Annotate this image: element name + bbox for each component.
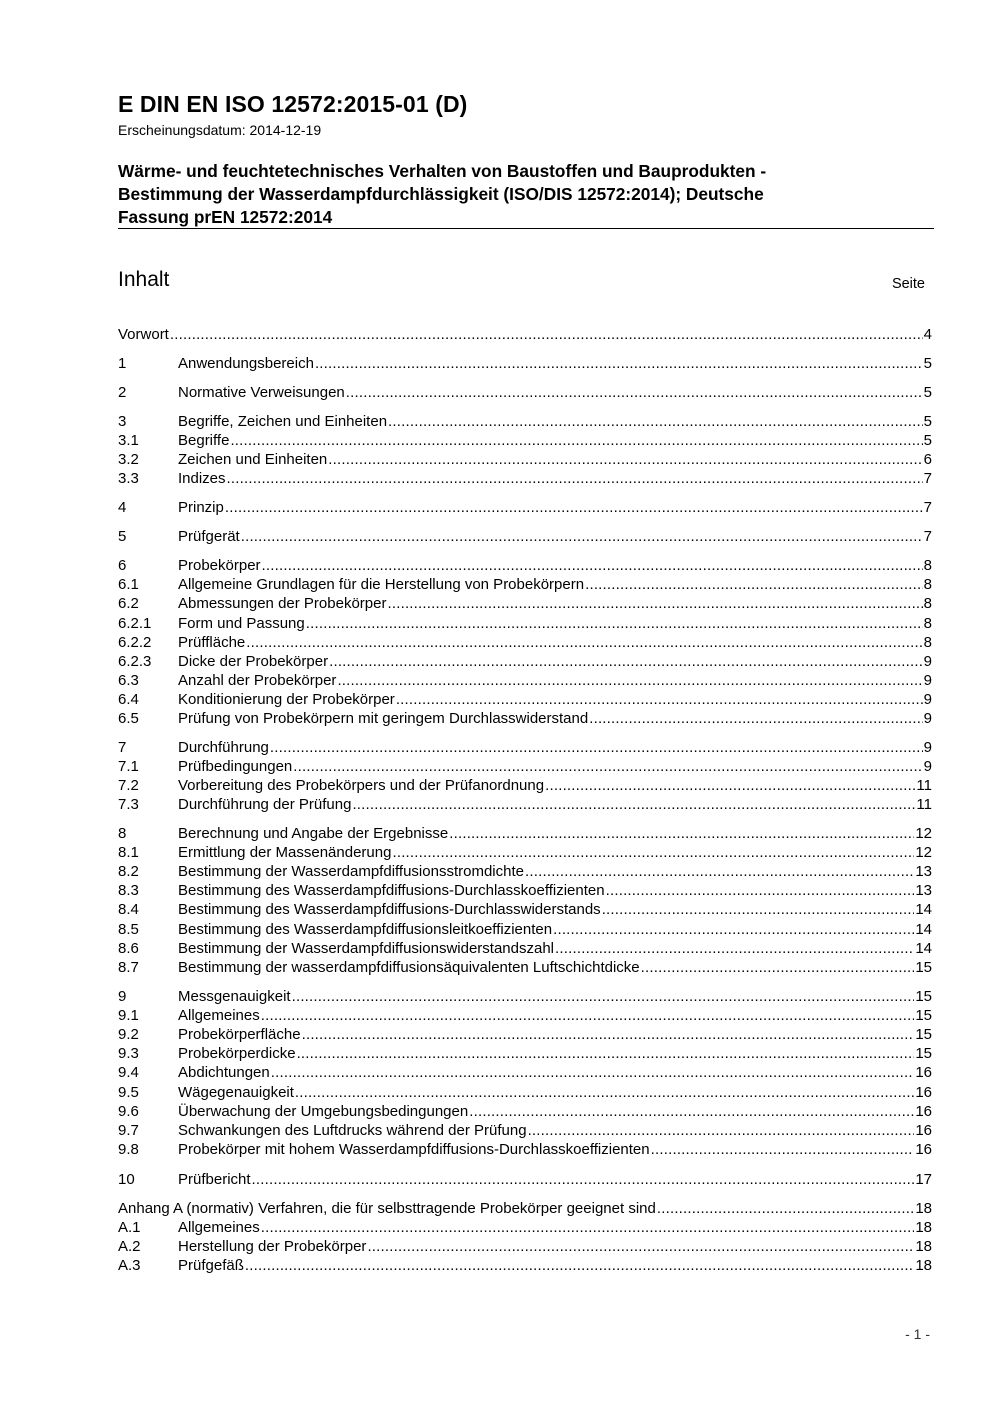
toc-entry-title: Normative Verweisungen bbox=[178, 384, 345, 401]
toc-entry-number: 1 bbox=[118, 355, 127, 372]
toc-entry-title: Probekörper mit hohem Wasserdampfdiffusions-Durchlasskoeffizienten bbox=[178, 1141, 650, 1158]
toc-entry-page: 5 bbox=[923, 432, 932, 449]
toc-entry-number: 6.2.3 bbox=[118, 653, 152, 670]
toc-entry-page: 4 bbox=[923, 326, 932, 343]
toc-entry-number: 9.3 bbox=[118, 1045, 139, 1062]
toc-dot-leader bbox=[306, 614, 923, 633]
toc-entry[interactable] bbox=[118, 1044, 932, 1063]
toc-entry-number: 9.4 bbox=[118, 1064, 139, 1081]
toc-entry-page: 7 bbox=[923, 499, 932, 516]
toc-entry-page: 12 bbox=[915, 844, 932, 861]
toc-entry-number: 9.8 bbox=[118, 1141, 139, 1158]
toc-entry-title: Berechnung und Angabe der Ergebnisse bbox=[178, 825, 449, 842]
toc-entry-number: 4 bbox=[118, 499, 127, 516]
toc-entry[interactable] bbox=[118, 1199, 932, 1218]
toc-entry-title: Prinzip bbox=[178, 499, 224, 516]
publication-date: Erscheinungsdatum: 2014-12-19 bbox=[118, 122, 322, 138]
toc-heading: Inhalt bbox=[118, 268, 170, 291]
toc-entry[interactable] bbox=[118, 325, 932, 344]
toc-entry[interactable] bbox=[118, 450, 932, 469]
toc-entry-number: 3 bbox=[118, 413, 127, 430]
toc-entry[interactable] bbox=[118, 575, 932, 594]
toc-entry-title: Messgenauigkeit bbox=[178, 988, 291, 1005]
toc-entry[interactable] bbox=[118, 709, 932, 728]
toc-entry-title: Prüffläche bbox=[178, 634, 246, 651]
toc-entry-title: Schwankungen des Luftdrucks während der Prüfung bbox=[178, 1122, 527, 1139]
toc-entry-title: Dicke der Probekörper bbox=[178, 653, 329, 670]
toc-entry[interactable] bbox=[118, 1121, 932, 1140]
toc-entry-page: 7 bbox=[923, 470, 932, 487]
toc-dot-leader bbox=[292, 987, 915, 1006]
toc-entry[interactable] bbox=[118, 383, 932, 402]
toc-entry-number: A.3 bbox=[118, 1257, 141, 1274]
toc-entry[interactable] bbox=[118, 498, 932, 517]
toc-entry-number: 5 bbox=[118, 528, 127, 545]
toc-entry-page: 8 bbox=[923, 615, 932, 632]
toc-dot-leader bbox=[271, 1063, 915, 1082]
toc-entry[interactable] bbox=[118, 1083, 932, 1102]
document-title bbox=[118, 160, 918, 229]
toc-entry-page: 15 bbox=[915, 988, 932, 1005]
toc-entry[interactable] bbox=[118, 757, 932, 776]
page-number: - 1 - bbox=[905, 1326, 930, 1342]
toc-entry-title: Zeichen und Einheiten bbox=[178, 451, 328, 468]
toc-entry-page: 17 bbox=[915, 1171, 932, 1188]
toc-entry-title: Prüfbericht bbox=[178, 1171, 251, 1188]
toc-entry[interactable] bbox=[118, 987, 932, 1006]
toc-entry-page: 13 bbox=[915, 882, 932, 899]
toc-entry-title: Begriffe bbox=[178, 432, 230, 449]
toc-dot-leader bbox=[525, 862, 914, 881]
toc-entry-page: 15 bbox=[915, 1007, 932, 1024]
toc-entry-number: 6.2.2 bbox=[118, 634, 152, 651]
toc-entry-title: Bestimmung der Wasserdampfdiffusionsstromdichte bbox=[178, 863, 524, 880]
toc-entry-page: 14 bbox=[915, 940, 932, 957]
toc-entry-number: 7.1 bbox=[118, 758, 139, 775]
toc-dot-leader bbox=[346, 383, 923, 402]
toc-entry-title: Allgemeines bbox=[178, 1219, 260, 1236]
toc-entry[interactable] bbox=[118, 738, 932, 757]
toc-dot-leader bbox=[469, 1102, 914, 1121]
toc-entry-page: 7 bbox=[923, 528, 932, 545]
toc-entry-number: 8.3 bbox=[118, 882, 139, 899]
toc-entry-title: Abmessungen der Probekörper bbox=[178, 595, 387, 612]
toc-entry[interactable] bbox=[118, 556, 932, 575]
toc-entry[interactable] bbox=[118, 614, 932, 633]
toc-entry-number: 7.2 bbox=[118, 777, 139, 794]
toc-entry-title: Vorwort bbox=[118, 326, 169, 343]
title-line: Wärme- und feuchtetechnisches Verhalten von Baustoffen und Bauprodukten - bbox=[118, 161, 767, 181]
toc-dot-leader bbox=[651, 1140, 915, 1159]
toc-dot-leader bbox=[602, 900, 915, 919]
toc-entry-title: Form und Passung bbox=[178, 615, 305, 632]
toc-entry[interactable] bbox=[118, 469, 932, 488]
toc-entry-page: 14 bbox=[915, 921, 932, 938]
toc-dot-leader bbox=[227, 469, 923, 488]
toc-entry-page: 18 bbox=[915, 1238, 932, 1255]
toc-entry-page: 8 bbox=[923, 595, 932, 612]
toc-dot-leader bbox=[657, 1199, 914, 1218]
page-column-label: Seite bbox=[891, 276, 925, 292]
toc-entry[interactable] bbox=[118, 1063, 932, 1082]
toc-dot-leader bbox=[170, 325, 923, 344]
toc-entry-title: Prüfgefäß bbox=[178, 1257, 244, 1274]
toc-entry-title: Wägegenauigkeit bbox=[178, 1084, 294, 1101]
toc-entry-number: 8.1 bbox=[118, 844, 139, 861]
toc-entry-page: 15 bbox=[915, 1026, 932, 1043]
toc-entry-page: 6 bbox=[923, 451, 932, 468]
document-id: E DIN EN ISO 12572:2015-01 (D) bbox=[118, 91, 468, 117]
toc-entry[interactable] bbox=[118, 1256, 932, 1275]
toc-entry-number: 9.7 bbox=[118, 1122, 139, 1139]
toc-entry-number: 7.3 bbox=[118, 796, 139, 813]
toc-entry[interactable] bbox=[118, 1140, 932, 1159]
toc-entry-number: 9 bbox=[118, 988, 127, 1005]
toc-dot-leader bbox=[315, 354, 923, 373]
toc-dot-leader bbox=[337, 671, 922, 690]
toc-entry-number: 8.2 bbox=[118, 863, 139, 880]
toc-entry-page: 11 bbox=[916, 796, 932, 813]
toc-entry-page: 9 bbox=[923, 758, 932, 775]
toc-dot-leader bbox=[555, 939, 914, 958]
toc-entry-title: Bestimmung des Wasserdampfdiffusions-Durchlasswiderstands bbox=[178, 901, 601, 918]
toc-dot-leader bbox=[262, 556, 923, 575]
toc-dot-leader bbox=[270, 738, 923, 757]
toc-entry-number: 6.2 bbox=[118, 595, 139, 612]
toc-entry[interactable] bbox=[118, 1170, 932, 1189]
toc-entry-title: Anwendungsbereich bbox=[178, 355, 314, 372]
toc-entry-title: Prüfung von Probekörpern mit geringem Durchlasswiderstand bbox=[178, 710, 589, 727]
toc-entry-title: Überwachung der Umgebungsbedingungen bbox=[178, 1103, 469, 1120]
toc-dot-leader bbox=[245, 1256, 914, 1275]
toc-entry-title: Bestimmung der Wasserdampfdiffusionswiderstandszahl bbox=[178, 940, 555, 957]
toc-dot-leader bbox=[388, 412, 923, 431]
toc-dot-leader bbox=[261, 1218, 915, 1237]
toc-entry-number: A.1 bbox=[118, 1219, 141, 1236]
toc-entry[interactable] bbox=[118, 900, 932, 919]
toc-entry-title: Bestimmung der wasserdampfdiffusionsäquivalenten Luftschichtdicke bbox=[178, 959, 640, 976]
toc-entry-title: Begriffe, Zeichen und Einheiten bbox=[178, 413, 388, 430]
toc-entry-number: 8.7 bbox=[118, 959, 139, 976]
toc-entry-title: Ermittlung der Massenänderung bbox=[178, 844, 392, 861]
toc-entry[interactable] bbox=[118, 843, 932, 862]
toc-entry-title: Indizes bbox=[178, 470, 226, 487]
toc-entry-title: Durchführung der Prüfung bbox=[178, 796, 352, 813]
toc-dot-leader bbox=[528, 1121, 915, 1140]
toc-dot-leader bbox=[396, 690, 923, 709]
toc-dot-leader bbox=[241, 527, 923, 546]
toc-entry[interactable] bbox=[118, 958, 932, 977]
toc-entry-number: 6.4 bbox=[118, 691, 139, 708]
toc-entry[interactable] bbox=[118, 939, 932, 958]
toc-dot-leader bbox=[261, 1006, 915, 1025]
toc-entry-title: Prüfbedingungen bbox=[178, 758, 293, 775]
toc-dot-leader bbox=[545, 776, 915, 795]
toc-entry-title: Vorbereitung des Probekörpers und der Prüfanordnung bbox=[178, 777, 545, 794]
toc-entry-number: 7 bbox=[118, 739, 127, 756]
title-line: Fassung prEN 12572:2014 bbox=[118, 207, 333, 227]
toc-entry-number: 8.5 bbox=[118, 921, 139, 938]
toc-dot-leader bbox=[230, 431, 922, 450]
toc-dot-leader bbox=[302, 1025, 915, 1044]
toc-entry-page: 8 bbox=[923, 576, 932, 593]
toc-entry-title: Allgemeine Grundlagen für die Herstellung von Probekörpern bbox=[178, 576, 585, 593]
toc-entry-page: 8 bbox=[923, 557, 932, 574]
toc-entry[interactable] bbox=[118, 881, 932, 900]
title-line: Bestimmung der Wasserdampfdurchlässigkeit (ISO/DIS 12572:2014); Deutsche bbox=[118, 184, 764, 204]
toc-dot-leader bbox=[606, 881, 915, 900]
toc-entry-title: Probekörper bbox=[178, 557, 261, 574]
toc-entry-page: 9 bbox=[923, 653, 932, 670]
toc-dot-leader bbox=[329, 652, 923, 671]
toc-entry-title: Probekörperfläche bbox=[178, 1026, 301, 1043]
toc-entry-number: 8 bbox=[118, 825, 127, 842]
toc-entry-page: 5 bbox=[923, 413, 932, 430]
toc-entry-page: 8 bbox=[923, 634, 932, 651]
toc-entry-number: 9.5 bbox=[118, 1084, 139, 1101]
toc-entry[interactable] bbox=[118, 862, 932, 881]
toc-entry-page: 16 bbox=[915, 1103, 932, 1120]
toc-dot-leader bbox=[328, 450, 922, 469]
toc-entry-number: 10 bbox=[118, 1171, 135, 1188]
toc-entry-page: 9 bbox=[923, 672, 932, 689]
toc-entry-number: 6.1 bbox=[118, 576, 139, 593]
toc-dot-leader bbox=[449, 824, 914, 843]
toc-entry-title: Abdichtungen bbox=[178, 1064, 270, 1081]
toc-entry-page: 15 bbox=[915, 959, 932, 976]
toc-entry-number: 8.6 bbox=[118, 940, 139, 957]
toc-dot-leader bbox=[246, 633, 922, 652]
toc-entry[interactable] bbox=[118, 671, 932, 690]
toc-entry[interactable] bbox=[118, 1025, 932, 1044]
toc-entry[interactable] bbox=[118, 776, 932, 795]
toc-dot-leader bbox=[367, 1237, 914, 1256]
toc-entry-title: Herstellung der Probekörper bbox=[178, 1238, 367, 1255]
toc-dot-leader bbox=[641, 958, 915, 977]
toc-entry-page: 18 bbox=[915, 1200, 932, 1217]
toc-entry-page: 16 bbox=[915, 1141, 932, 1158]
toc-entry[interactable] bbox=[118, 1102, 932, 1121]
toc-entry-number: 3.3 bbox=[118, 470, 139, 487]
toc-entry-number: 9.2 bbox=[118, 1026, 139, 1043]
toc-entry-title: Bestimmung des Wasserdampfdiffusionsleitkoeffizienten bbox=[178, 921, 553, 938]
toc-entry[interactable] bbox=[118, 431, 932, 450]
toc-dot-leader bbox=[589, 709, 922, 728]
toc-entry[interactable] bbox=[118, 527, 932, 546]
title-divider bbox=[118, 228, 934, 229]
toc-entry[interactable] bbox=[118, 1218, 932, 1237]
toc-entry[interactable] bbox=[118, 824, 932, 843]
toc-entry[interactable] bbox=[118, 1237, 932, 1256]
toc-entry-page: 14 bbox=[915, 901, 932, 918]
toc-dot-leader bbox=[387, 594, 922, 613]
toc-entry-number: 3.2 bbox=[118, 451, 139, 468]
toc-dot-leader bbox=[392, 843, 914, 862]
toc-entry-title: Anzahl der Probekörper bbox=[178, 672, 337, 689]
toc-entry-page: 16 bbox=[915, 1084, 932, 1101]
toc-entry-number: 9.1 bbox=[118, 1007, 139, 1024]
toc-entry-page: 5 bbox=[923, 384, 932, 401]
toc-entry-title: Anhang A (normativ) Verfahren, die für selbsttragende Probekörper geeignet sind bbox=[118, 1200, 656, 1217]
toc-entry[interactable] bbox=[118, 1006, 932, 1025]
toc-entry-title: Konditionierung der Probekörper bbox=[178, 691, 395, 708]
toc-entry-page: 15 bbox=[915, 1045, 932, 1062]
toc-entry-title: Allgemeines bbox=[178, 1007, 260, 1024]
toc-entry-number: 6.2.1 bbox=[118, 615, 152, 632]
toc-entry-page: 9 bbox=[923, 691, 932, 708]
toc-dot-leader bbox=[225, 498, 923, 517]
toc-entry-number: 6 bbox=[118, 557, 127, 574]
toc-entry[interactable] bbox=[118, 795, 932, 814]
toc-entry-title: Prüfgerät bbox=[178, 528, 240, 545]
toc-entry-number: A.2 bbox=[118, 1238, 141, 1255]
toc-entry[interactable] bbox=[118, 920, 932, 939]
toc-dot-leader bbox=[295, 1083, 914, 1102]
toc-entry-page: 9 bbox=[923, 710, 932, 727]
toc-entry-page: 11 bbox=[916, 777, 932, 794]
toc-entry-title: Durchführung bbox=[178, 739, 269, 756]
toc-entry-title: Bestimmung des Wasserdampfdiffusions-Durchlasskoeffizienten bbox=[178, 882, 605, 899]
toc-entry-page: 12 bbox=[915, 825, 932, 842]
toc-dot-leader bbox=[252, 1170, 915, 1189]
toc-dot-leader bbox=[585, 575, 923, 594]
toc-entry-page: 9 bbox=[923, 739, 932, 756]
toc-entry-number: 6.3 bbox=[118, 672, 139, 689]
toc-entry[interactable] bbox=[118, 412, 932, 431]
toc-entry-page: 5 bbox=[923, 355, 932, 372]
toc-entry-number: 8.4 bbox=[118, 901, 139, 918]
toc-entry-number: 9.6 bbox=[118, 1103, 139, 1120]
toc-entry[interactable] bbox=[118, 594, 932, 613]
toc-entry-title: Probekörperdicke bbox=[178, 1045, 296, 1062]
toc-dot-leader bbox=[553, 920, 914, 939]
toc-dot-leader bbox=[297, 1044, 915, 1063]
toc-dot-leader bbox=[352, 795, 915, 814]
toc-entry-page: 18 bbox=[915, 1257, 932, 1274]
toc-entry-page: 18 bbox=[915, 1219, 932, 1236]
toc-entry[interactable] bbox=[118, 354, 932, 373]
toc-entry[interactable] bbox=[118, 652, 932, 671]
toc-entry-number: 3.1 bbox=[118, 432, 139, 449]
toc-entry[interactable] bbox=[118, 690, 932, 709]
toc-entry-number: 6.5 bbox=[118, 710, 139, 727]
toc-dot-leader bbox=[293, 757, 922, 776]
toc-entry-page: 16 bbox=[915, 1064, 932, 1081]
toc-entry-number: 2 bbox=[118, 384, 127, 401]
toc-entry-page: 16 bbox=[915, 1122, 932, 1139]
toc-entry[interactable] bbox=[118, 633, 932, 652]
toc-entry-page: 13 bbox=[915, 863, 932, 880]
